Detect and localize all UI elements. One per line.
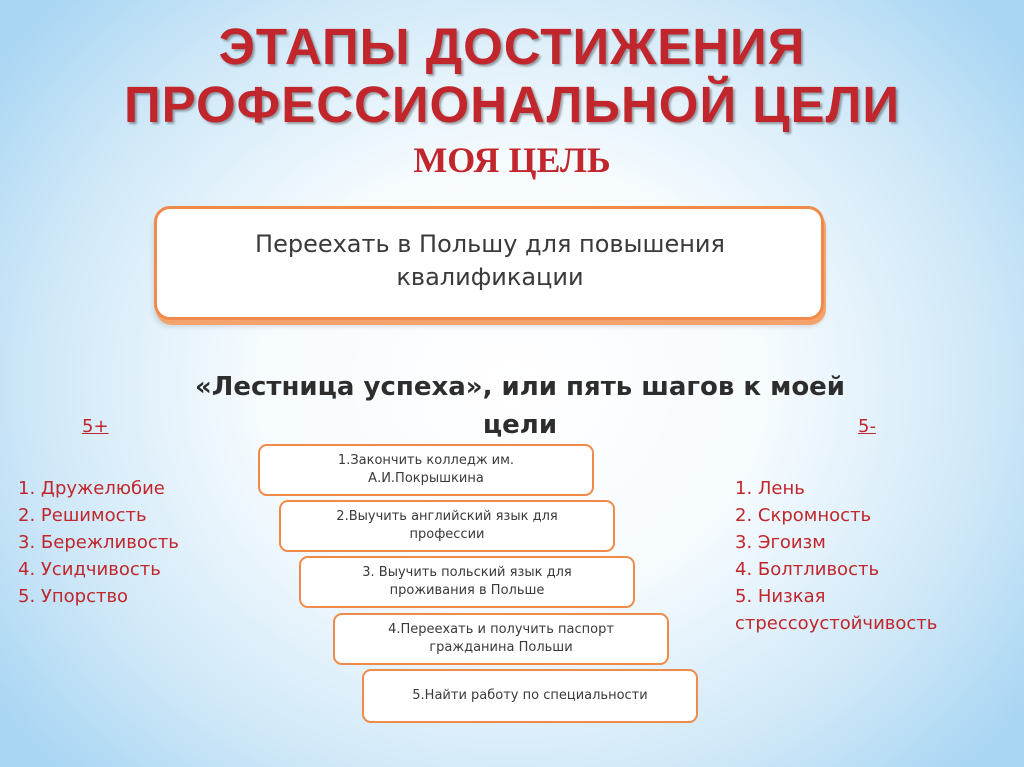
step-line-1: 4.Переехать и получить паспорт bbox=[388, 622, 614, 637]
page-title-line-2: ПРОФЕССИОНАЛЬНОЙ ЦЕЛИ bbox=[124, 76, 900, 133]
step-line-2: гражданина Польши bbox=[429, 640, 573, 655]
list-item: 1. Лень bbox=[735, 478, 805, 499]
list-item: 3. Бережливость bbox=[18, 532, 179, 553]
positives-list bbox=[18, 475, 179, 610]
page-title-line-1: ЭТАПЫ ДОСТИЖЕНИЯ bbox=[218, 18, 806, 75]
goal-text-line-2: квалификации bbox=[396, 263, 584, 291]
goal-text bbox=[160, 228, 820, 294]
list-item: 2. Решимость bbox=[18, 505, 147, 526]
page-subtitle: МОЯ ЦЕЛЬ bbox=[413, 140, 611, 180]
list-item: 5. Низкая bbox=[735, 586, 826, 607]
ladder-title bbox=[140, 368, 900, 444]
ladder-step-3 bbox=[299, 556, 635, 608]
negatives-list bbox=[735, 475, 937, 637]
positives-heading: 5+ bbox=[82, 416, 109, 437]
step-line-1: 1.Закончить колледж им. bbox=[337, 453, 515, 468]
list-item: 4. Усидчивость bbox=[18, 559, 161, 580]
ladder-step-5 bbox=[362, 669, 698, 723]
list-item: 5. Упорство bbox=[18, 586, 129, 607]
ladder-step-4 bbox=[333, 613, 669, 665]
list-item: 4. Болтливость bbox=[735, 559, 880, 580]
step-line-2: проживания в Польше bbox=[389, 583, 545, 598]
negatives-heading: 5- bbox=[858, 416, 876, 437]
list-item: 2. Скромность bbox=[735, 505, 872, 526]
step-line-1: 2.Выучить английский язык для bbox=[336, 509, 558, 524]
step-line-1: 5.Найти работу по специальности bbox=[412, 688, 648, 703]
step-line-1: 3. Выучить польский язык для bbox=[362, 565, 572, 580]
ladder-step-2 bbox=[279, 500, 615, 552]
list-item: стрессоустойчивость bbox=[735, 613, 938, 634]
ladder-title-line-2: цели bbox=[482, 410, 558, 440]
goal-text-line-1: Переехать в Польшу для повышения bbox=[255, 230, 725, 258]
list-item: 1. Дружелюбие bbox=[18, 478, 165, 499]
list-item: 3. Эгоизм bbox=[735, 532, 826, 553]
ladder-step-1 bbox=[258, 444, 594, 496]
ladder-title-line-1: «Лестница успеха», или пять шагов к моей bbox=[194, 372, 846, 402]
step-line-2: А.И.Покрышкина bbox=[368, 471, 484, 486]
step-line-2: профессии bbox=[409, 527, 485, 542]
